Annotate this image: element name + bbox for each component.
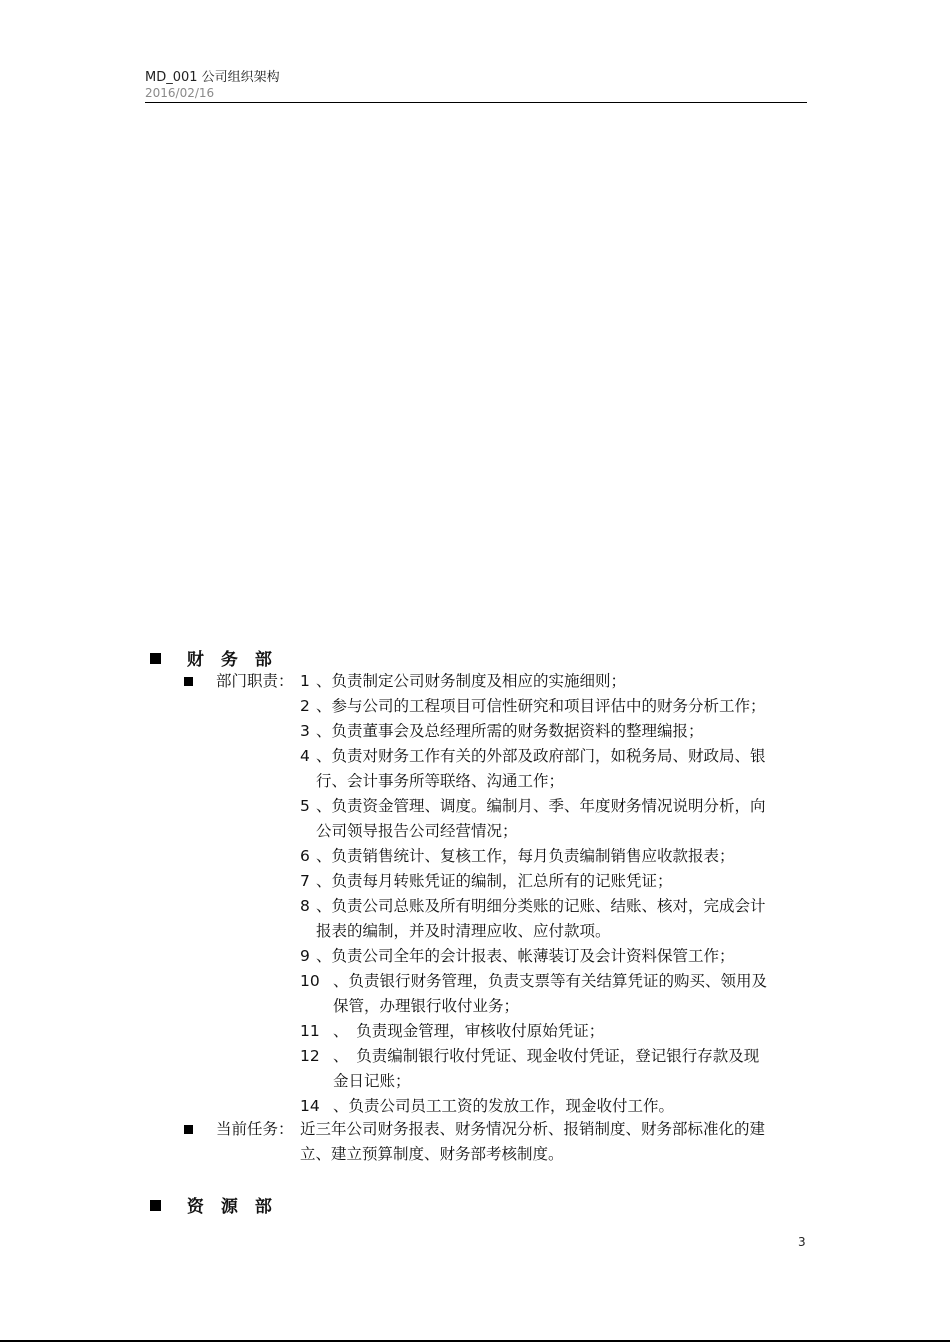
document-title: MD_001 公司组织架构 [145, 70, 280, 85]
square-bullet-icon [184, 677, 193, 686]
heading-char: 资 [186, 1197, 204, 1217]
duty-line: 报表的编制，并及时清理应收、应付款项。 [316, 922, 611, 940]
duty-number: 14 [300, 1097, 320, 1115]
heading-char: 部 [254, 1197, 272, 1217]
duty-line: 、负责银行财务管理，负责支票等有关结算凭证的购买、领用及 [333, 972, 768, 990]
duty-number: 10 [300, 972, 320, 990]
duty-number: 9 [300, 947, 310, 965]
duty-line: 、负责资金管理、调度。编制月、季、年度财务情况说明分析，向 [316, 797, 766, 815]
duty-line: 、负责董事会及总经理所需的财务数据资料的整理编报； [316, 722, 704, 740]
duty-number: 1 [300, 672, 310, 690]
duty-line: 、负责制定公司财务制度及相应的实施细则； [316, 672, 627, 690]
duty-line: 公司领导报告公司经营情况； [316, 822, 518, 840]
duty-line: 、负责公司员工工资的发放工作，现金收付工作。 [333, 1097, 675, 1115]
task-label: 当前任务： [216, 1120, 294, 1138]
duty-number: 11 [300, 1022, 320, 1040]
duties-label: 部门职责： [216, 672, 294, 690]
duty-line: 、负责对财务工作有关的外部及政府部门，如税务局、财政局、银 [316, 747, 766, 765]
duty-number: 6 [300, 847, 310, 865]
duty-line: 、负责销售统计、复核工作，每月负责编制销售应收款报表； [316, 847, 735, 865]
duty-number: 7 [300, 872, 310, 890]
square-bullet-icon [150, 653, 161, 664]
section-heading-resources [150, 1192, 289, 1217]
duty-line: 、参与公司的工程项目可信性研究和项目评估中的财务分析工作； [316, 697, 766, 715]
document-date: 2016/02/16 [145, 86, 215, 100]
duty-line: 保管，办理银行收付业务； [333, 997, 520, 1015]
page-number: 3 [798, 1235, 806, 1249]
square-bullet-icon [184, 1125, 193, 1134]
page-bottom-edge [0, 1340, 950, 1342]
heading-char: 部 [254, 650, 272, 670]
duty-number: 8 [300, 897, 310, 915]
duty-line: 、负责每月转账凭证的编制，汇总所有的记账凭证； [316, 872, 673, 890]
duty-line: 、 负责编制银行收付凭证、现金收付凭证，登记银行存款及现 [333, 1047, 760, 1065]
duty-line: 、 负责现金管理，审核收付原始凭证； [333, 1022, 605, 1040]
duty-number: 12 [300, 1047, 320, 1065]
duty-number: 4 [300, 747, 310, 765]
task-line: 立、建立预算制度、财务部考核制度。 [300, 1145, 564, 1163]
page-header [145, 70, 807, 100]
header-divider [145, 102, 807, 103]
heading-char: 源 [220, 1197, 238, 1217]
duty-line: 、负责公司全年的会计报表、帐薄装订及会计资料保管工作； [316, 947, 735, 965]
task-line: 近三年公司财务报表、财务情况分析、报销制度、财务部标准化的建 [300, 1120, 766, 1138]
duty-line: 金日记账； [333, 1072, 411, 1090]
duty-line: 、负责公司总账及所有明细分类账的记账、结账、核对，完成会计 [316, 897, 766, 915]
heading-char: 财 [186, 650, 204, 670]
section-heading-finance [150, 645, 289, 670]
duty-number: 5 [300, 797, 310, 815]
duty-number: 3 [300, 722, 310, 740]
heading-char: 务 [220, 650, 238, 670]
duty-number: 2 [300, 697, 310, 715]
duty-line: 行、会计事务所等联络、沟通工作； [316, 772, 565, 790]
square-bullet-icon [150, 1200, 161, 1211]
